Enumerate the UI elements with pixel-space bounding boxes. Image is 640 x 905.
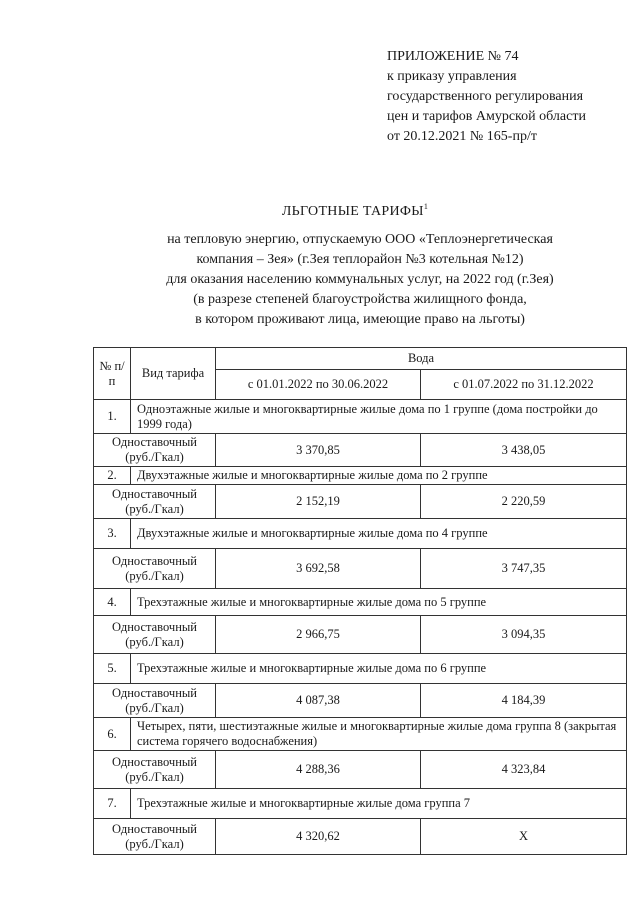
tariff-value-period1: 2 152,19	[216, 485, 421, 519]
col-header-type: Вид тарифа	[131, 348, 216, 400]
group-description: Двухэтажные жилые и многоквартирные жилые дома по 2 группе	[131, 467, 627, 485]
appendix-header	[387, 47, 627, 147]
table-row	[94, 467, 627, 485]
table-row	[94, 549, 627, 589]
header-line: цен и тарифов Амурской области	[387, 109, 586, 124]
group-description: Трехэтажные жилые и многоквартирные жилые дома группа 7	[131, 789, 627, 819]
tariff-value-period1: 3 370,85	[216, 434, 421, 467]
document-title	[0, 204, 640, 220]
group-number: 7.	[94, 789, 131, 819]
tariff-value-period2: 2 220,59	[421, 485, 627, 519]
header-line: от 20.12.2021 № 165-пр/т	[387, 129, 537, 144]
tariff-type: Одноставочный (руб./Гкал)	[94, 549, 216, 589]
header-line: государственного регулирования	[387, 89, 584, 104]
group-number: 2.	[94, 467, 131, 485]
tariff-table	[93, 347, 627, 855]
group-description: Двухэтажные жилые и многоквартирные жилые дома по 4 группе	[131, 519, 627, 549]
tariff-value-period1: 2 966,75	[216, 616, 421, 654]
title-text: ЛЬГОТНЫЕ ТАРИФЫ	[281, 204, 424, 219]
group-number: 5.	[94, 654, 131, 684]
tariff-type: Одноставочный (руб./Гкал)	[94, 819, 216, 855]
header-line: ПРИЛОЖЕНИЕ № 74	[387, 49, 519, 64]
tariff-type: Одноставочный (руб./Гкал)	[94, 434, 216, 467]
group-description: Трехэтажные жилые и многоквартирные жилые дома по 5 группе	[131, 589, 627, 616]
subtitle-line: (в разрезе степеней благоустройства жилищного фонда,	[193, 292, 527, 307]
table-row	[94, 485, 627, 519]
tariff-value-period1: 4 320,62	[216, 819, 421, 855]
group-description: Трехэтажные жилые и многоквартирные жилые дома по 6 группе	[131, 654, 627, 684]
col-header-period2: с 01.07.2022 по 31.12.2022	[421, 370, 627, 400]
tariff-type: Одноставочный (руб./Гкал)	[94, 751, 216, 789]
table-row	[94, 819, 627, 855]
group-description: Одноэтажные жилые и многоквартирные жилые дома по 1 группе (дома постройки до 1999 года)	[131, 400, 627, 434]
group-number: 4.	[94, 589, 131, 616]
tariff-value-period1: 4 288,36	[216, 751, 421, 789]
group-number: 6.	[94, 718, 131, 751]
table-row	[94, 751, 627, 789]
subtitle-line: в котором проживают лица, имеющие право на льготы)	[195, 312, 525, 327]
subtitle-line: для оказания населению коммунальных услуг, на 2022 год (г.Зея)	[166, 272, 554, 287]
table-row	[94, 789, 627, 819]
col-header-period1: с 01.01.2022 по 30.06.2022	[216, 370, 421, 400]
tariff-value-period2: 3 438,05	[421, 434, 627, 467]
tariff-value-period2: 4 184,39	[421, 684, 627, 718]
group-description: Четырех, пяти, шестиэтажные жилые и многоквартирные жилые дома группа 8 (закрытая система горячего водоснабжения)	[131, 718, 627, 751]
table-row	[94, 519, 627, 549]
table-row	[94, 684, 627, 718]
col-header-water: Вода	[216, 348, 627, 370]
tariff-type: Одноставочный (руб./Гкал)	[94, 684, 216, 718]
title-footnote-mark: 1	[423, 202, 429, 211]
tariff-type: Одноставочный (руб./Гкал)	[94, 616, 216, 654]
document-subtitle	[120, 230, 600, 330]
tariff-value-period1: 4 087,38	[216, 684, 421, 718]
col-header-num: № п/п	[94, 348, 131, 400]
group-number: 3.	[94, 519, 131, 549]
subtitle-line: на тепловую энергию, отпускаемую ООО «Теплоэнергетическая	[167, 232, 553, 247]
table-row	[94, 434, 627, 467]
table-row	[94, 589, 627, 616]
table-row	[94, 718, 627, 751]
tariff-value-period2: Х	[421, 819, 627, 855]
subtitle-line: компания – Зея» (г.Зея теплорайон №3 котельная №12)	[196, 252, 524, 267]
tariff-type: Одноставочный (руб./Гкал)	[94, 485, 216, 519]
table-row	[94, 616, 627, 654]
table-row	[94, 400, 627, 434]
tariff-value-period1: 3 692,58	[216, 549, 421, 589]
header-line: к приказу управления	[387, 69, 517, 84]
tariff-value-period2: 3 747,35	[421, 549, 627, 589]
group-number: 1.	[94, 400, 131, 434]
tariff-value-period2: 4 323,84	[421, 751, 627, 789]
table-row	[94, 654, 627, 684]
tariff-value-period2: 3 094,35	[421, 616, 627, 654]
